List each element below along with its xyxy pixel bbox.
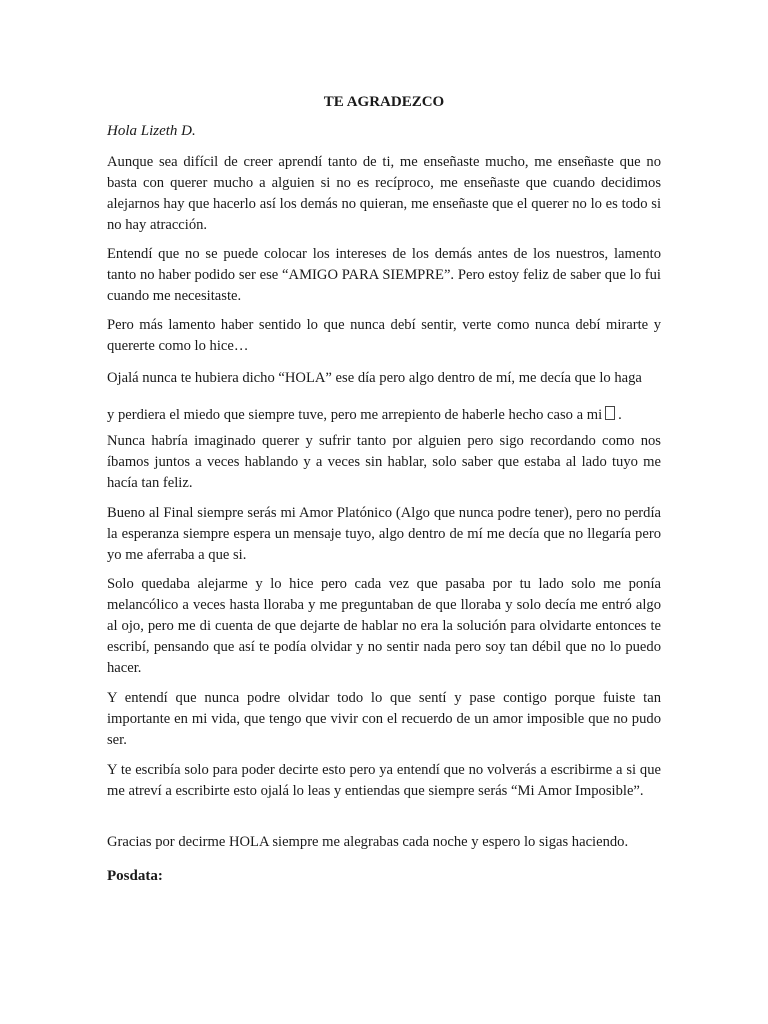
letter-greeting: Hola Lizeth D. bbox=[107, 123, 196, 139]
missing-glyph-icon bbox=[605, 406, 615, 420]
paragraph-1: Aunque sea difícil de creer aprendí tanto de ti, me enseñaste mucho, me enseñaste que no basta con querer mucho a alguien si no es recíproco, me enseñaste que cuando decidimos alejarnos hay que hacerlo así los demás no quieran, me enseñaste que el querer no lo es todo si no hay atracción. bbox=[107, 154, 661, 233]
paragraph-2: Entendí que no se puede colocar los intereses de los demás antes de los nuestros, lamento tanto no haber podido ser ese “AMIGO PARA SIEMPRE”. Pero estoy feliz de saber que lo fui cuando me necesitaste. bbox=[107, 246, 661, 304]
paragraph-5 bbox=[107, 405, 661, 426]
paragraph-4: Ojalá nunca te hubiera dicho “HOLA” ese día pero algo dentro de mí, me decía que lo haga bbox=[107, 370, 642, 386]
paragraph-8: Solo quedaba alejarme y lo hice pero cada vez que pasaba por tu lado solo me ponía melancólico a veces hasta lloraba y me preguntaban de que lloraba y solo decía me entró algo al ojo, pero me di cuenta de que dejarte de hablar no era la solución para olvidarte entonces te escribí, pensando que así te podía olvidar y no sentir nada pero soy tan débil que no lo puedo hacer. bbox=[107, 576, 661, 676]
paragraph-7: Bueno al Final siempre serás mi Amor Platónico (Algo que nunca podre tener), pero no perdía la esperanza siempre espera un mensaje tuyo, algo dentro de mí me decía que no llegaría pero yo me aferraba a que si. bbox=[107, 505, 661, 563]
paragraph-10: Y te escribía solo para poder decirte esto pero ya entendí que no volverás a escribirme a si que me atreví a escribirte esto ojalá lo leas y entiendas que siempre serás “Mi Amor Imposible”. bbox=[107, 762, 661, 799]
paragraph-5-text: y perdiera el miedo que siempre tuve, pero me arrepiento de haberle hecho caso a mi bbox=[107, 407, 603, 423]
postscript-label: Posdata: bbox=[107, 868, 163, 884]
document-title: TE AGRADEZCO bbox=[323, 94, 445, 110]
paragraph-5-end: . bbox=[618, 407, 622, 423]
paragraph-6: Nunca habría imaginado querer y sufrir tanto por alguien pero sigo recordando como nos íbamos juntos a veces hablando y a veces sin hablar, solo saber que estaba al lado tuyo me hacía tan feliz. bbox=[107, 433, 661, 491]
paragraph-11: Gracias por decirme HOLA siempre me alegrabas cada noche y espero lo sigas haciendo. bbox=[107, 834, 629, 850]
paragraph-3: Pero más lamento haber sentido lo que nunca debí sentir, verte como nunca debí mirarte y quererte como lo hice… bbox=[107, 317, 661, 354]
paragraph-9: Y entendí que nunca podre olvidar todo lo que sentí y pase contigo porque fuiste tan importante en mi vida, que tengo que vivir con el recuerdo de un amor imposible que no pudo ser. bbox=[107, 690, 661, 748]
